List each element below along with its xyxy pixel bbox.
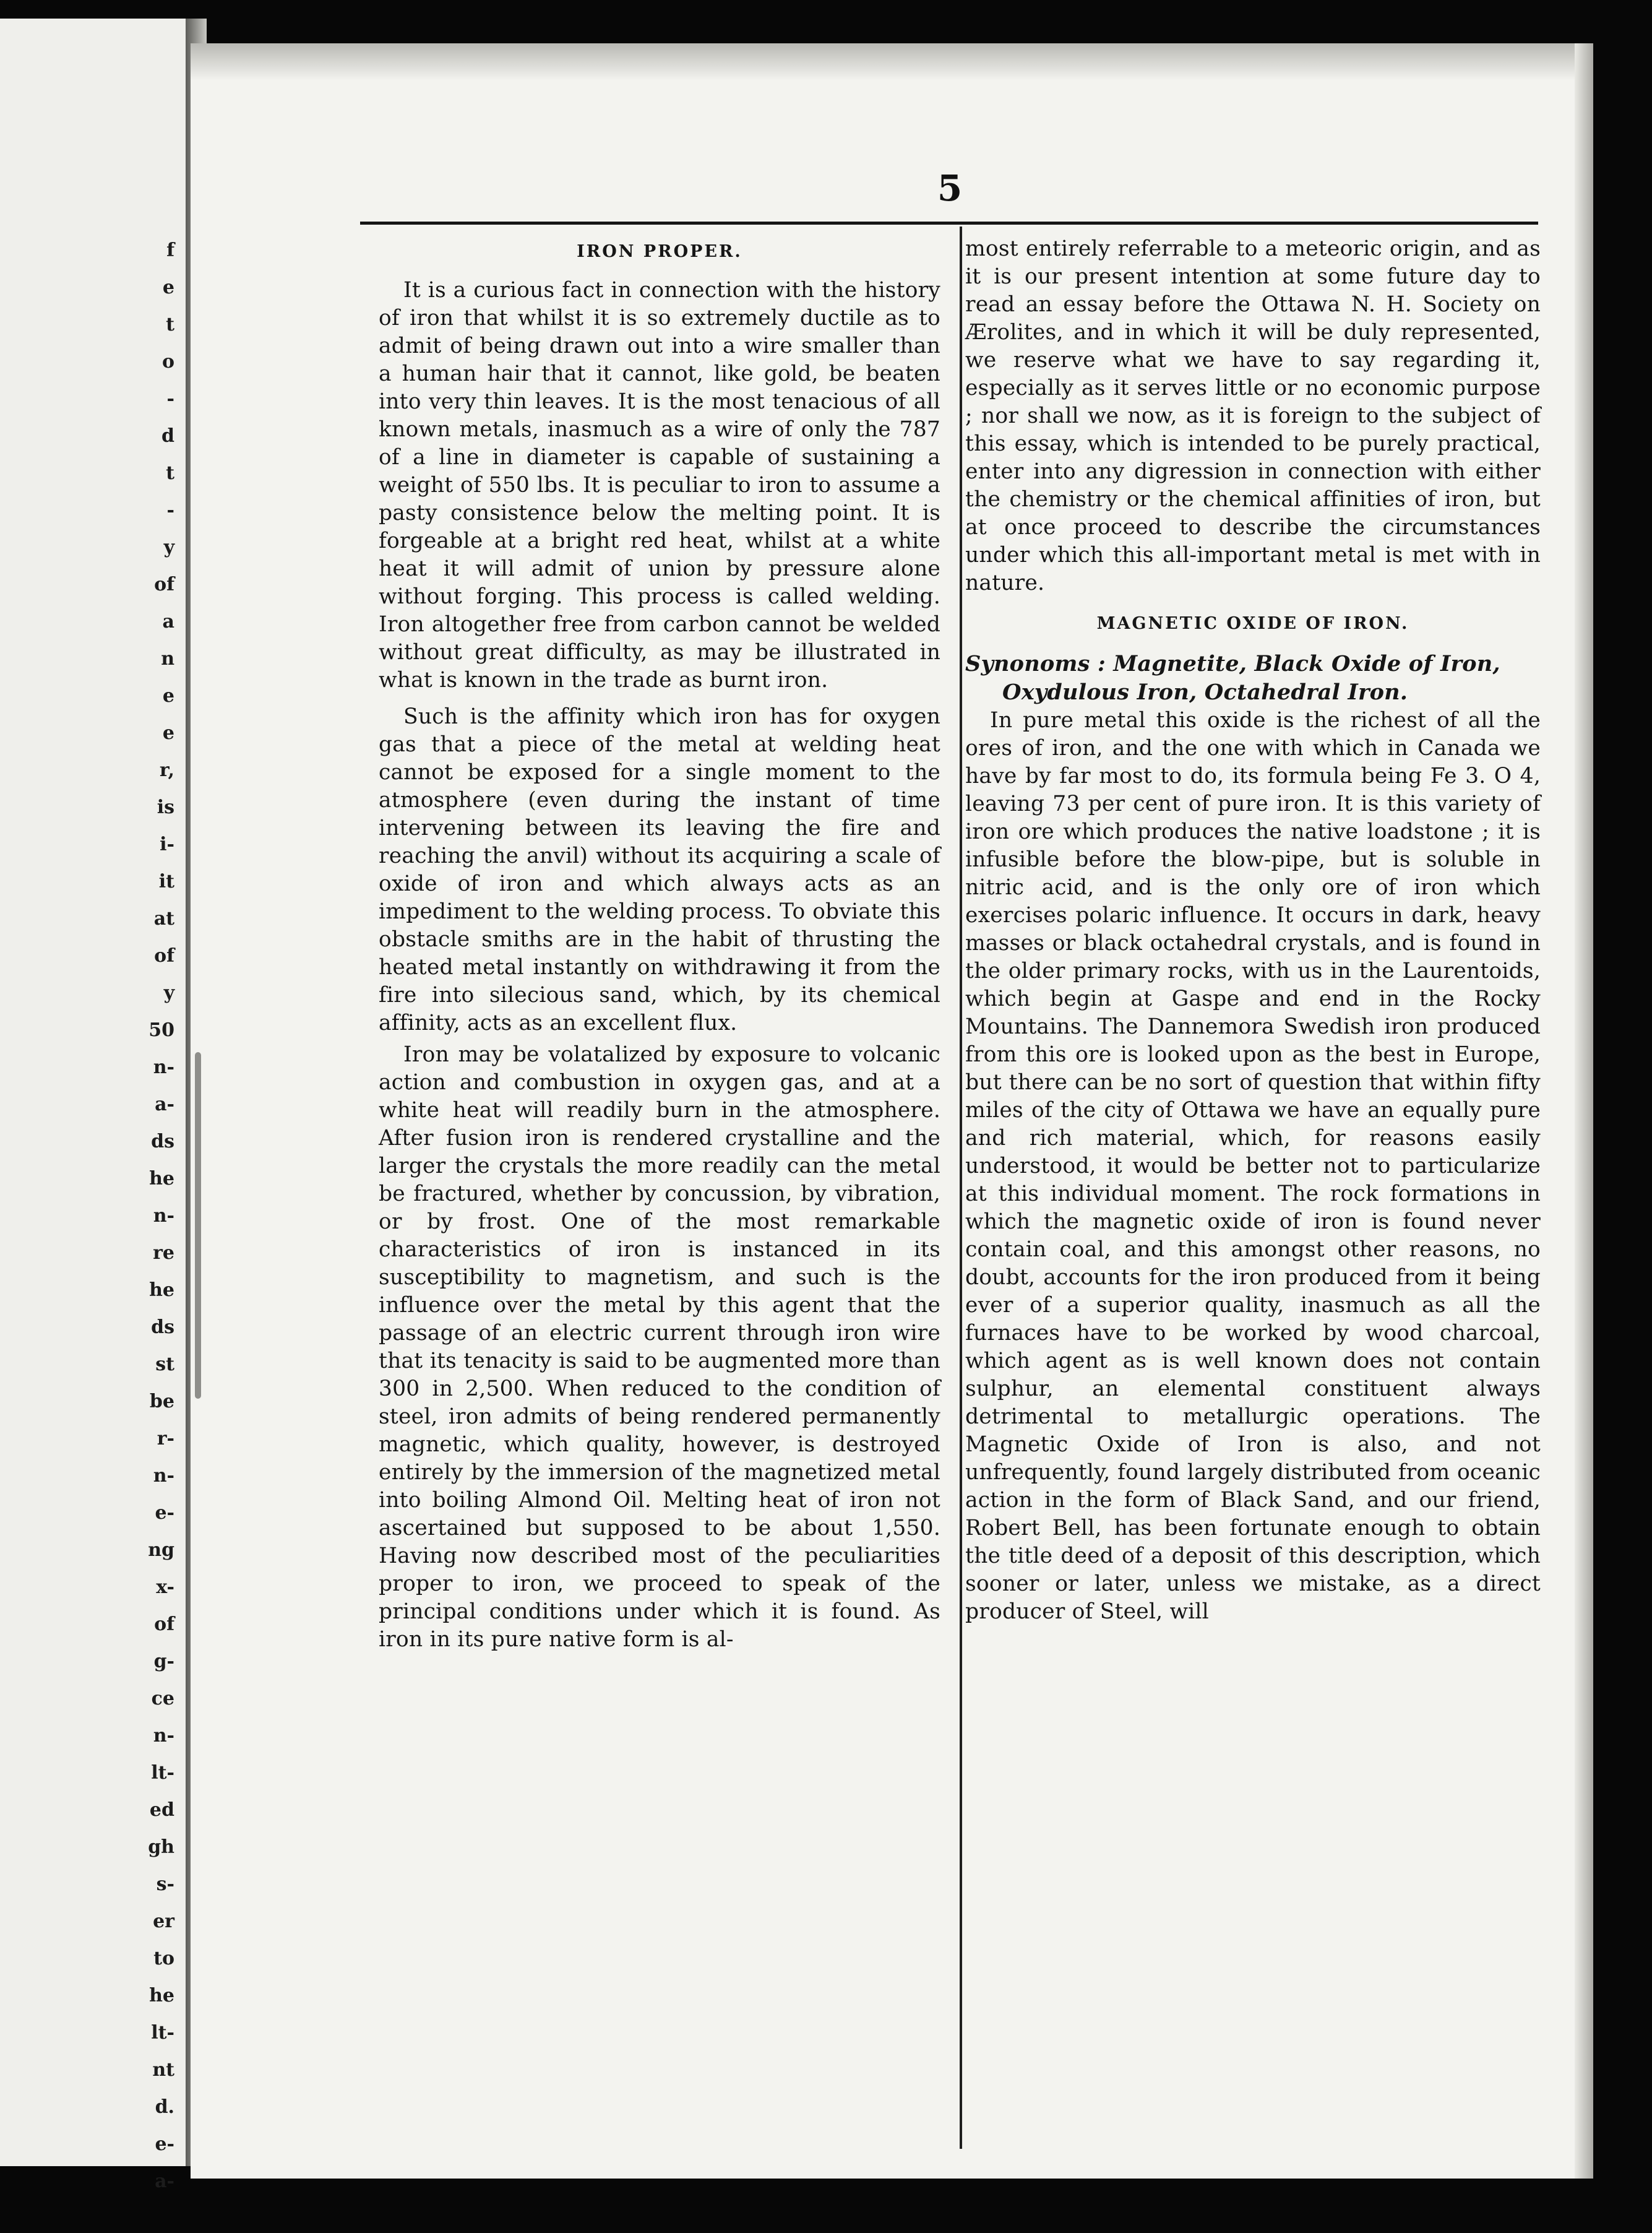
facing-page-fragment: 50 xyxy=(148,1019,174,1041)
facing-page-fragment: - xyxy=(166,388,174,410)
facing-page-fragment: - xyxy=(166,499,174,521)
facing-page-fragment: n- xyxy=(153,1205,174,1227)
facing-page-fragment: a- xyxy=(155,1094,174,1115)
facing-page-fragment: e- xyxy=(155,1502,174,1524)
facing-page-fragment: of xyxy=(154,574,174,595)
facing-page-fragment: of xyxy=(154,945,174,967)
facing-page-fragment: e xyxy=(162,685,174,707)
facing-page-fragment: s- xyxy=(156,1873,174,1895)
right-column xyxy=(965,235,1541,1626)
facing-page-fragment: r- xyxy=(157,1428,174,1449)
facing-page-fragment: r, xyxy=(159,759,174,781)
facing-page-fragment: t xyxy=(166,462,174,484)
facing-page-fragment: x- xyxy=(156,1576,174,1598)
facing-page-fragment: it xyxy=(158,871,174,892)
paragraph: Such is the affinity which iron has for oxygen gas that a piece of the metal at welding heat cannot be exposed for a single moment to the atmosphere (even during the instant of time intervening between its leaving the fire and reaching the anvil) without its acquiring a scale of oxide of iron and which always acts as an impediment to the welding process. To obviate this obstacle smiths are in the habit of thrusting the heated metal instantly on withdrawing it from the fire into silecious sand, which, by its chemical affinity, acts as an excellent flux. xyxy=(379,704,940,1035)
paragraph: In pure metal this oxide is the richest of all the ores of iron, and the one with which in Canada we have by far most to do, its formula being Fe 3. O 4, leaving 73 per cent of pure iron. It is this variety of iron ore which produces the native loadstone ; it is infusible before the blow-pipe, but is soluble in nitric acid, and is the only ore of iron which exercises polaric influence. It occurs in dark, heavy masses or black octahedral crystals, and is found in the older primary rocks, with us in the Laurentoids, which begin at Gaspe and end in the Rocky Mountains. The Dannemora Swedish iron produced from this ore is looked upon as the best in Europe, but there can be no sort of question that within fifty miles of the city of Ottawa we have an equally pure and rich material, which, for reasons easily understood, it would be better not to particularize at this individual moment. The rock formations in which the magnetic oxide of iron is found never contain coal, and this amongst other reasons, no doubt, accounts for the iron produced from it being ever of a superior quality, inasmuch as all the furnaces have to be worked by wood charcoal, which agent as is well known does not contain sulphur, an elemental constituent always detrimental to metallurgic operations. The Magnetic Oxide of Iron is also, and not unfrequently, found largely distributed from oceanic action in the form of Black Sand, and our friend, Robert Bell, has been fortunate enough to obtain the title deed of a deposit of this description, which sooner or later, unless we mistake, as a direct producer of Steel, will xyxy=(965,708,1541,1624)
facing-page-fragment: ds xyxy=(151,1131,174,1152)
facing-page-fragment: be xyxy=(149,1391,174,1412)
page-fold-shadow xyxy=(191,43,1584,80)
facing-page-fragment: n- xyxy=(153,1465,174,1487)
facing-page-fragment: is xyxy=(157,797,174,818)
facing-page-fragment: to xyxy=(153,1948,174,1969)
facing-page-fragment: a xyxy=(162,611,174,633)
facing-page-fragment: e xyxy=(162,277,174,298)
facing-page-fragment: n- xyxy=(153,1725,174,1747)
facing-page-fragment: f xyxy=(166,240,174,261)
facing-page-fragment: y xyxy=(163,982,174,1004)
facing-page-fragment: ng xyxy=(148,1539,174,1561)
facing-page-fragment: y xyxy=(163,537,174,558)
facing-page-fragment: ce xyxy=(151,1688,174,1709)
facing-page-fragment: g- xyxy=(153,1651,174,1672)
facing-page-fragment: re xyxy=(153,1242,174,1264)
facing-page-fragment: ds xyxy=(151,1316,174,1338)
synonyms-line xyxy=(965,650,1541,707)
facing-page-fragment: t xyxy=(166,314,174,335)
header-rule xyxy=(360,222,1538,225)
section-heading-iron-proper: IRON PROPER. xyxy=(577,242,742,261)
facing-page-fragment: at xyxy=(153,908,174,930)
adjacent-page-edge xyxy=(0,19,186,2192)
page-number: 5 xyxy=(937,167,963,209)
facing-page-fragment: d. xyxy=(155,2096,174,2118)
facing-page-fragment: of xyxy=(154,1613,174,1635)
facing-page-fragment: he xyxy=(149,1985,174,2006)
page-edge-shadow xyxy=(1575,43,1593,2179)
paragraph-continuation: most entirely referrable to a meteoric origin, and as it is our present intention at some future day to read an essay before the Ottawa N. H. Society on Ærolites, and in which it will be duly represented, we reserve what we have to say regarding it, especially as it serves little or no economic purpose ; nor shall we now, as it is foreign to the subject of this essay, which is intended to be purely practical, enter into any digression in connection with either the chemistry or the chemical affinities of iron, but at once proceed to describe the circumstances under which this all-important metal is met with in nature. xyxy=(965,236,1541,595)
facing-page-fragment: e- xyxy=(155,2133,174,2155)
facing-page-fragment: he xyxy=(149,1168,174,1190)
section-heading-magnetic-oxide: MAGNETIC OXIDE OF IRON. xyxy=(1096,614,1409,633)
facing-page-fragment: er xyxy=(153,1911,174,1932)
facing-page-fragment: st xyxy=(155,1354,174,1375)
facing-page-fragment: a- xyxy=(155,2170,174,2192)
facing-page-fragment: lt- xyxy=(151,1762,174,1784)
facing-page-fragment: e xyxy=(162,722,174,744)
left-column xyxy=(379,235,940,1654)
facing-page-fragment: he xyxy=(149,1279,174,1301)
facing-page-fragment: i- xyxy=(160,834,174,855)
facing-page-fragment: d xyxy=(161,425,174,447)
facing-page-fragment: n- xyxy=(153,1056,174,1078)
facing-page-fragment: n xyxy=(161,648,174,670)
paragraph: It is a curious fact in connection with the history of iron that whilst it is so extremely ductile as to admit of being drawn out into a wire smaller than a human hair that it cannot, like gold, be beaten into very thin leaves. It is the most tenacious of all known metals, inasmuch as a wire of only the 787 of a line in diameter is capable of sustaining a weight of 550 lbs. It is peculiar to iron to assume a pasty consistence below the melting point. It is forgeable at a bright red heat, whilst at a white heat it will admit of union by pressure alone without forging. This process is called welding. Iron altogether free from carbon cannot be welded without great difficulty, as may be illustrated in what is known in the trade as burnt iron. xyxy=(379,278,940,693)
facing-page-fragment: lt- xyxy=(151,2022,174,2044)
facing-page-fragment: ed xyxy=(149,1799,174,1821)
paragraph: Iron may be volatalized by exposure to volcanic action and combustion in oxygen gas, and at a white heat will readily burn in the atmosphere. After fusion iron is rendered crystalline and the larger the crystals the more readily can the metal be fractured, whether by concussion, by vibration, or by frost. One of the most remarkable characteristics of iron is instanced in its susceptibility to magnetism, and such is the influence over the metal by this agent that the passage of an electric current through iron wire that its tenacity is said to be augmented more than 300 in 2,500. When reduced to the condition of steel, iron admits of being rendered permanently magnetic, which quality, however, is destroyed entirely by the immersion of the magnetized metal into boiling Almond Oil. Melting heat of iron not ascertained but supposed to be about 1,550. Having now described most of the peculiarities proper to iron, we proceed to speak of the principal conditions under which it is found. As iron in its pure native form is al- xyxy=(379,1042,940,1652)
facing-page-fragment: gh xyxy=(148,1836,174,1858)
facing-page-fragment: o xyxy=(161,351,174,373)
gutter-crease xyxy=(195,1052,201,1399)
synonyms-line-2: Oxydulous Iron, Octahedral Iron. xyxy=(1002,680,1408,705)
column-divider xyxy=(960,227,962,2149)
facing-page-fragment: nt xyxy=(152,2059,174,2081)
synonyms-line-1: Synonoms : Magnetite, Black Oxide of Iron, xyxy=(965,651,1500,676)
